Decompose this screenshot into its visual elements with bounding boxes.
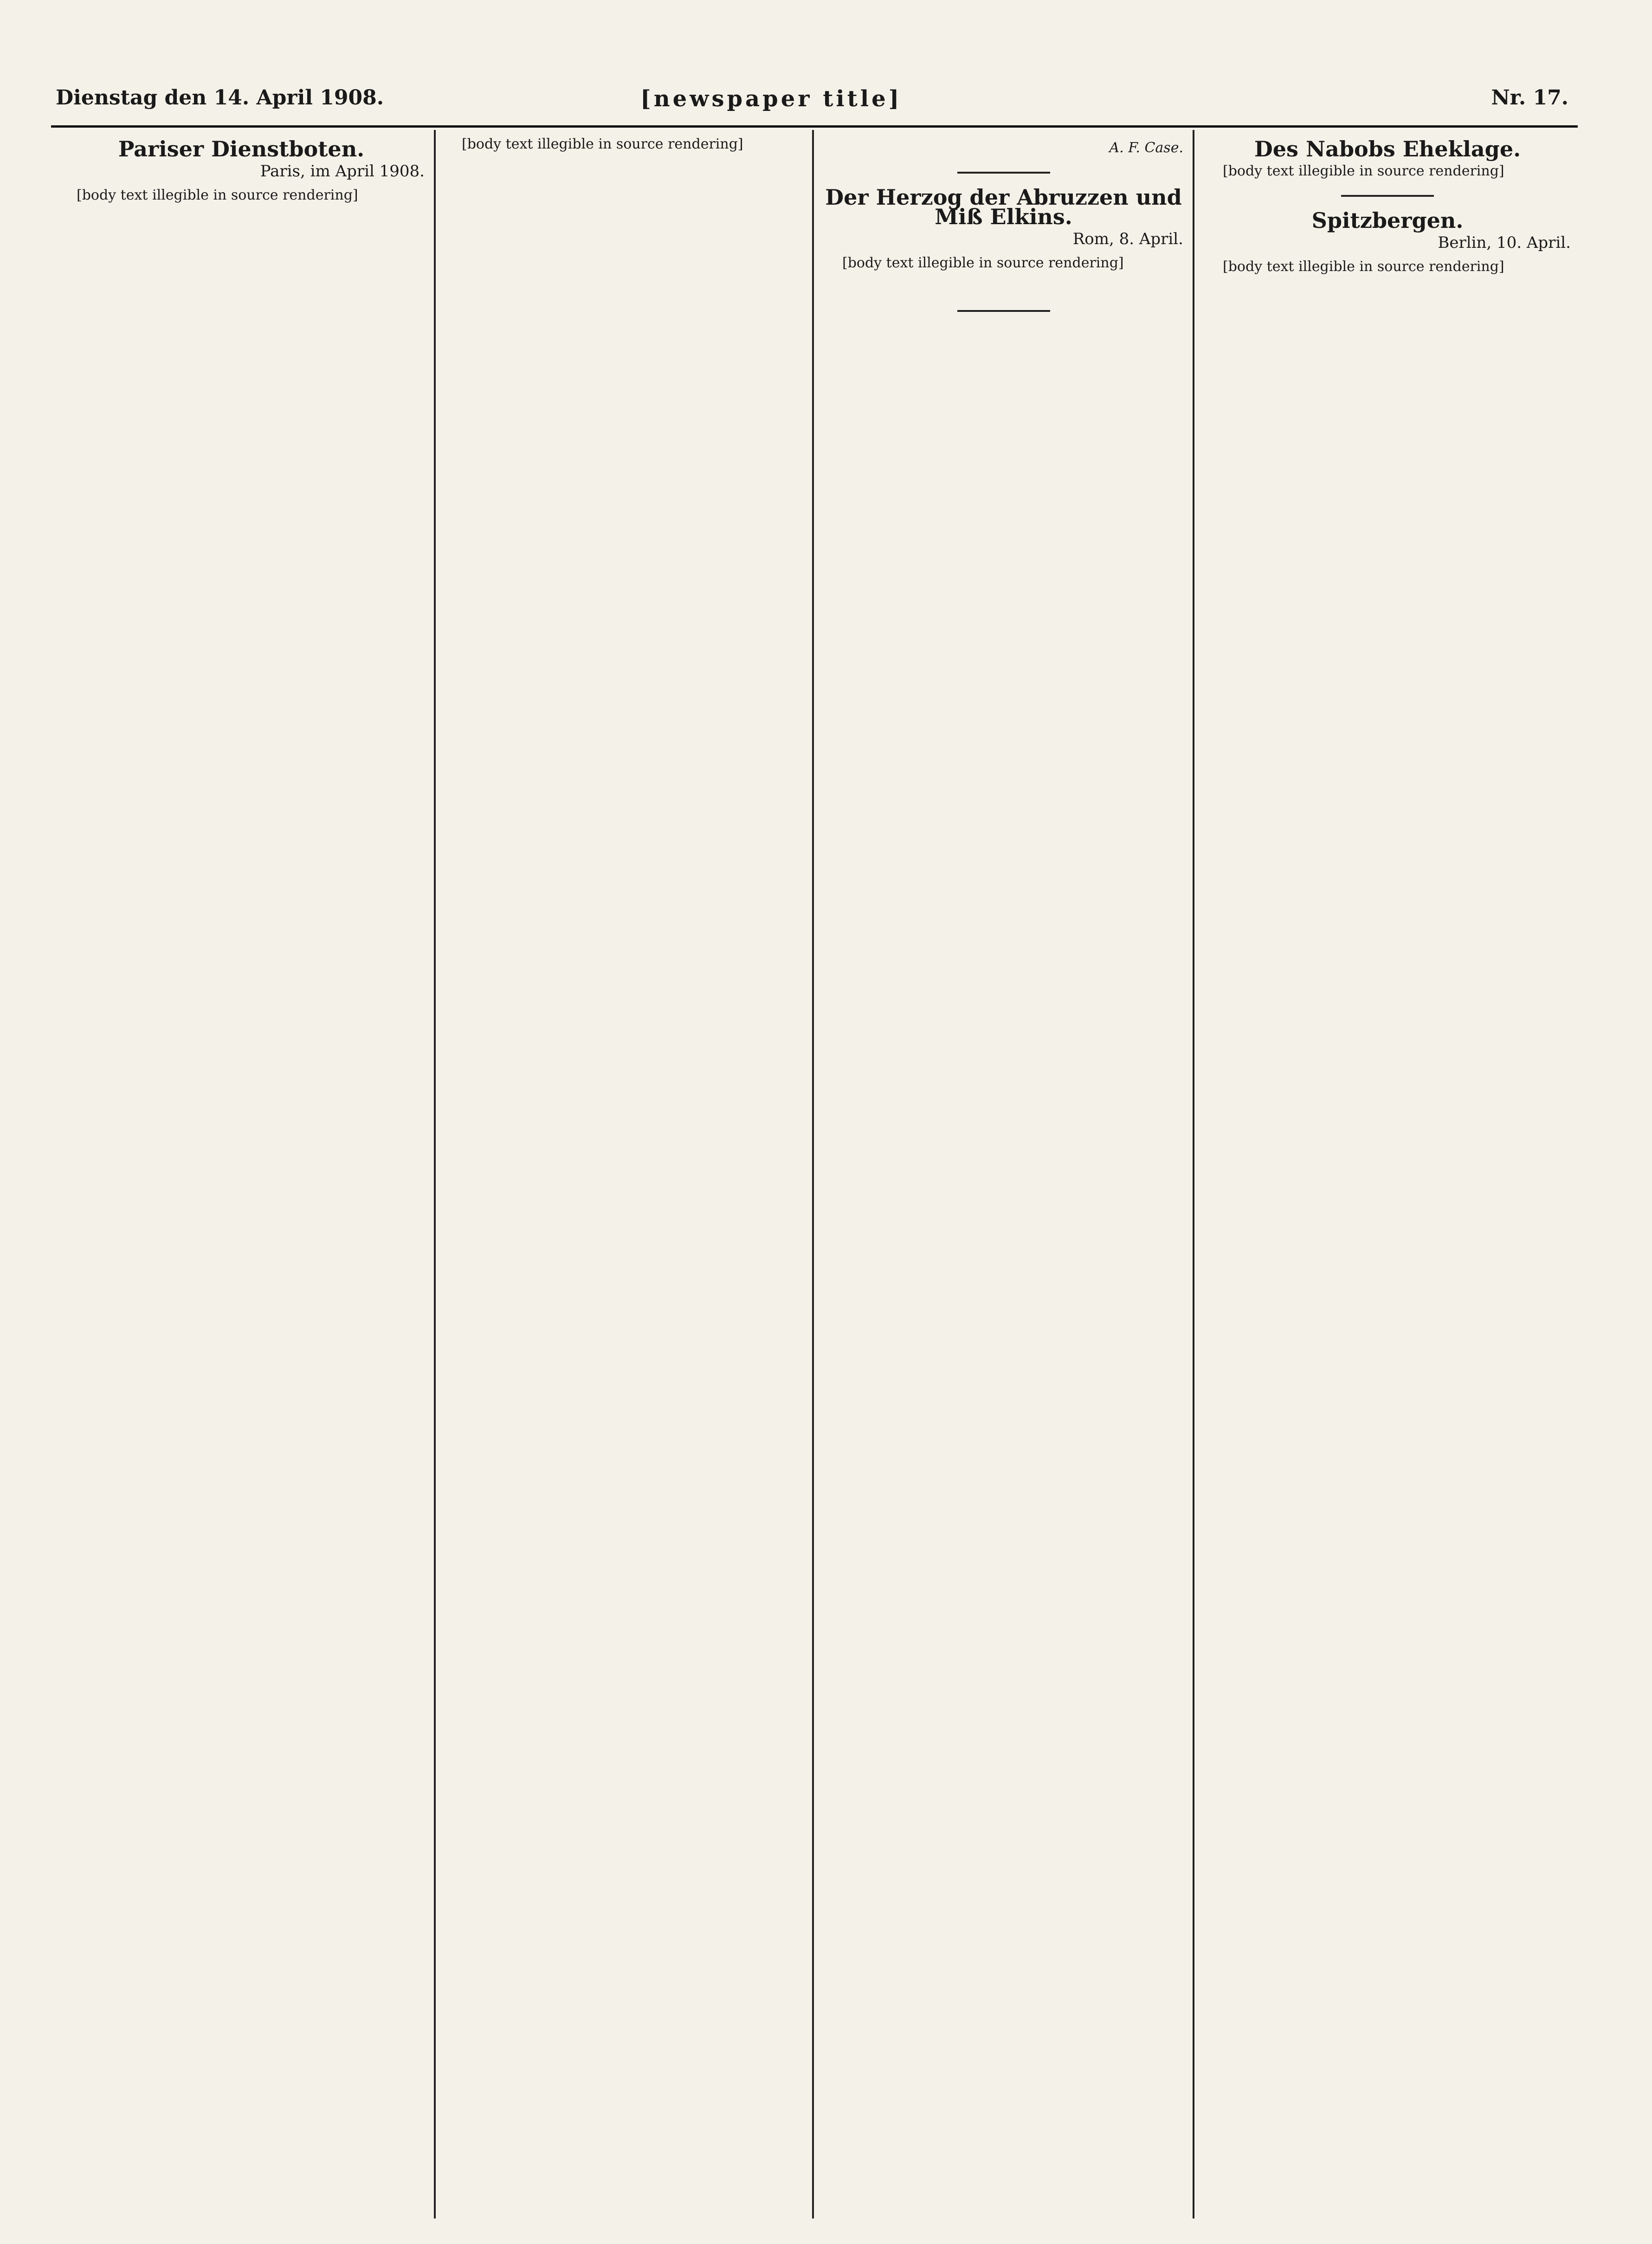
article-paragraph: [body text illegible in source rendering] [1223, 259, 1504, 275]
article-paragraph: [body text illegible in source rendering] [462, 136, 743, 152]
article-separator [1341, 195, 1434, 197]
article-title: Des Nabobs Eheklage. [1254, 136, 1521, 162]
issue-date: Dienstag den 14. April 1908. [56, 86, 384, 110]
column-3 [824, 135, 1183, 326]
article-dateline: Paris, im April 1908. [260, 162, 425, 181]
page-header [56, 81, 1568, 123]
column-divider [434, 130, 436, 2218]
article-title: Der Herzog der Abruzzen und Miß Elkins. [825, 185, 1182, 229]
article-paragraph: [body text illegible in source rendering] [842, 255, 1124, 271]
newspaper-title: [newspaper title] [640, 86, 902, 112]
column-divider [1193, 130, 1194, 2218]
article-title: Pariser Dienstboten. [118, 136, 365, 162]
article-title: Spitzbergen. [1311, 208, 1464, 233]
column-divider [812, 130, 814, 2218]
column-1 [58, 135, 425, 208]
article-dateline: Berlin, 10. April. [1438, 233, 1571, 252]
page-margin [0, 0, 19, 2244]
article-signature: A. F. Case. [1109, 140, 1183, 156]
article-paragraph: [body text illegible in source rendering] [1223, 163, 1504, 179]
header-rule [51, 125, 1578, 128]
issue-number: Nr. 17. [1491, 86, 1568, 110]
column-2 [443, 135, 803, 157]
column-4 [1204, 135, 1571, 279]
article-dateline: Rom, 8. April. [1072, 230, 1183, 248]
article-separator [957, 172, 1050, 174]
article-paragraph: [body text illegible in source rendering] [77, 187, 358, 203]
article-separator [957, 310, 1050, 312]
